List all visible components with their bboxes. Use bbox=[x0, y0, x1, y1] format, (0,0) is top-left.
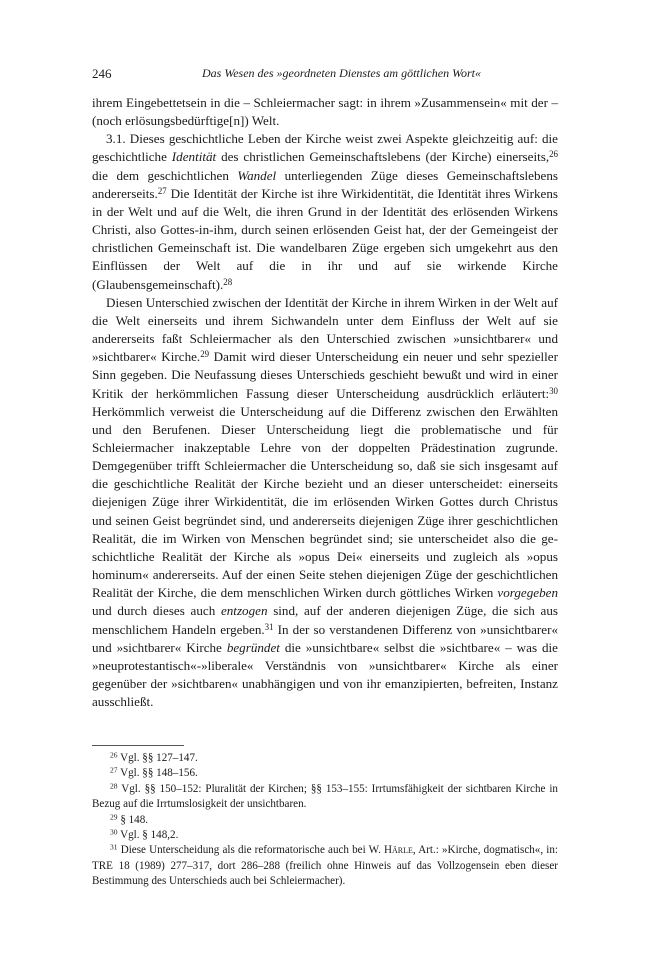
page-number: 246 bbox=[92, 66, 112, 81]
footnote-ref-30[interactable]: 30 bbox=[549, 385, 558, 396]
footnote-ref-31[interactable]: 31 bbox=[264, 621, 274, 632]
emphasis-wandel: Wandel bbox=[237, 167, 277, 183]
footnote-ref-28[interactable]: 28 bbox=[223, 276, 233, 287]
footnote-30: $^{30}$ Vgl. § 148,2. bbox=[110, 827, 179, 842]
footnote-27: $^{27}$ Vgl. §§ 148–156. bbox=[110, 766, 198, 780]
footnote-ref-27[interactable]: 27 bbox=[157, 185, 167, 196]
footnote-26: $^{26}$ Vgl. §§ 127–147. bbox=[110, 750, 198, 764]
footnotes bbox=[92, 751, 558, 890]
footnote-29: $^{29}$ § 148. bbox=[110, 812, 149, 826]
emphasis-vorgegeben: vorgegeben bbox=[497, 585, 558, 601]
footnote-ref-29[interactable]: 29 bbox=[200, 349, 210, 360]
emphasis-entzogen: entzogen bbox=[220, 603, 268, 619]
paragraph-continuation: ihrem Eingebettetsein in die – Schleiermacher sagt: in ihrem »Zusammensein« mit der – (noch erlösungsbedürftige[n]) Welt. bbox=[92, 95, 558, 129]
footnote-28: $^{28}$ Vgl. §§ 150–152: Pluralität der Kirchen; §§ 153–155: Irrtumsfähigkeit der sichtbaren Kirche in Bezug auf die Irrtumslosigkeit der unsichtbaren. bbox=[92, 781, 558, 811]
footnote-author: Härle bbox=[384, 844, 413, 857]
page-header bbox=[92, 66, 558, 86]
emphasis-begruendet: begründet bbox=[226, 639, 280, 655]
footnote-divider bbox=[92, 745, 184, 746]
footnote-ref-26[interactable]: 26 bbox=[549, 149, 558, 160]
emphasis-identitaet: Identität bbox=[171, 149, 217, 165]
paragraph-section-3-1: 3.1. Dieses geschichtliche Leben der Kirche weist zwei Aspekte gleichzeitig auf: die geschichtliche Identität des christlichen Gemeinschaftslebens (der Kirche) einerseits,$^{26}$ die dem geschichtlichen Wandel unterliegenden Züge dieses Gemeinschaftslebens andererseits.$^{27}$ Die Identität der Kirche ist ihre Wirkidentität, die Identität ihres Wirkens in der Welt und auf die Welt, die ihren Grund in der Identität des erlösenden Wirkens Christi, also Gottes-in-ihm, durch seinen erlösenden Geist hat, der der Gemeingeist der christlichen Gemeinschaft ist. Die wandelbaren Züge ergeben sich umgekehrt aus den Einflüssen der Welt auf die in ihr und auf sie wirkende Kirche (Glaubensgemeinschaft).$^{28}$ bbox=[92, 131, 558, 292]
running-title: Das Wesen des »geordneten Dienstes am göttlichen Wort« bbox=[202, 66, 481, 80]
body-text bbox=[92, 94, 558, 711]
paragraph-unterschied: Diesen Unterschied zwischen der Identität der Kirche in ihrem Wirken in der Welt auf die Welt einerseits und ihrem Sichwandeln unter dem Einfluss der Welt auf sie andererseits faßt Schleiermacher als den Unterschied zwischen »unsichtbarer« und »sichtbarer« Kirche.$^{29}$ Damit wird dieser Unterscheidung ein neuer und sehr spezieller Sinn gegeben. Die Neufassung dieses Unterschieds geschieht bewußt und wird in einer Kritik der herkömmlichen Fassung dieser Unterscheidung ausdrücklich erläutert:$^{30}$ Herkömmlich verweist die Unterscheidung auf die Differenz zwischen den Erwählten und den Berufenen. Dieser Unterscheidung liegt die problematische und für Schleiermacher inakzeptable Lehre von der doppelten Prädestination zugrunde. Demgegenüber trifft Schleiermacher die Unterscheidung so, daß sie sich insgesamt auf die geschichtliche Realität der Kirche bezieht und an dieser unterscheidet: einerseits diejenigen Züge ihrer Wirkidentität, die im erlösenden Wirken Gottes durch Christus und seinen Geist begründet sind, und andererseits diejenigen Züge ihrer geschichtlichen Realität, die im Wirken von Menschen begründet sind; sie unterscheidet also die geschichtliche Realität der Kirche als »opus Dei« einerseits und zugleich als »opus hominum« andererseits. Auf der einen Seite stehen diejenigen Züge der geschichtlichen Realität der Kirche, die dem menschlichen Wirken durch göttliches Wirken vorgegeben und durch dieses auch entzogen sind, auf der anderen diejenigen Züge, die sich aus menschlichem Handeln ergeben.$^{31}$ In der so verstandenen Differenz von »unsichtbarer« und »sichtbarer« Kirche begründet die »unsichtbare« selbst die »sichtbare« – was die »neuprotestantisch«-»liberale« Verständnis von »unsichtbarer« Kirche als einer gegenüber der »sichtbaren« unabhängigen und von ihr emanzipierten, befreiten, Instanz ausschließt. bbox=[92, 294, 558, 710]
footnote-31: $^{31}$ Diese Unterscheidung als die reformatorische auch bei W. Härle, Art.: »Kirche, dogmatisch«, in: TRE 18 (1989) 277–317, dort 286–288 (freilich ohne Hinweis auf das Vollzogensein eben dieser Bestimmung des Unterschieds auch bei Schleiermacher). bbox=[92, 843, 558, 888]
